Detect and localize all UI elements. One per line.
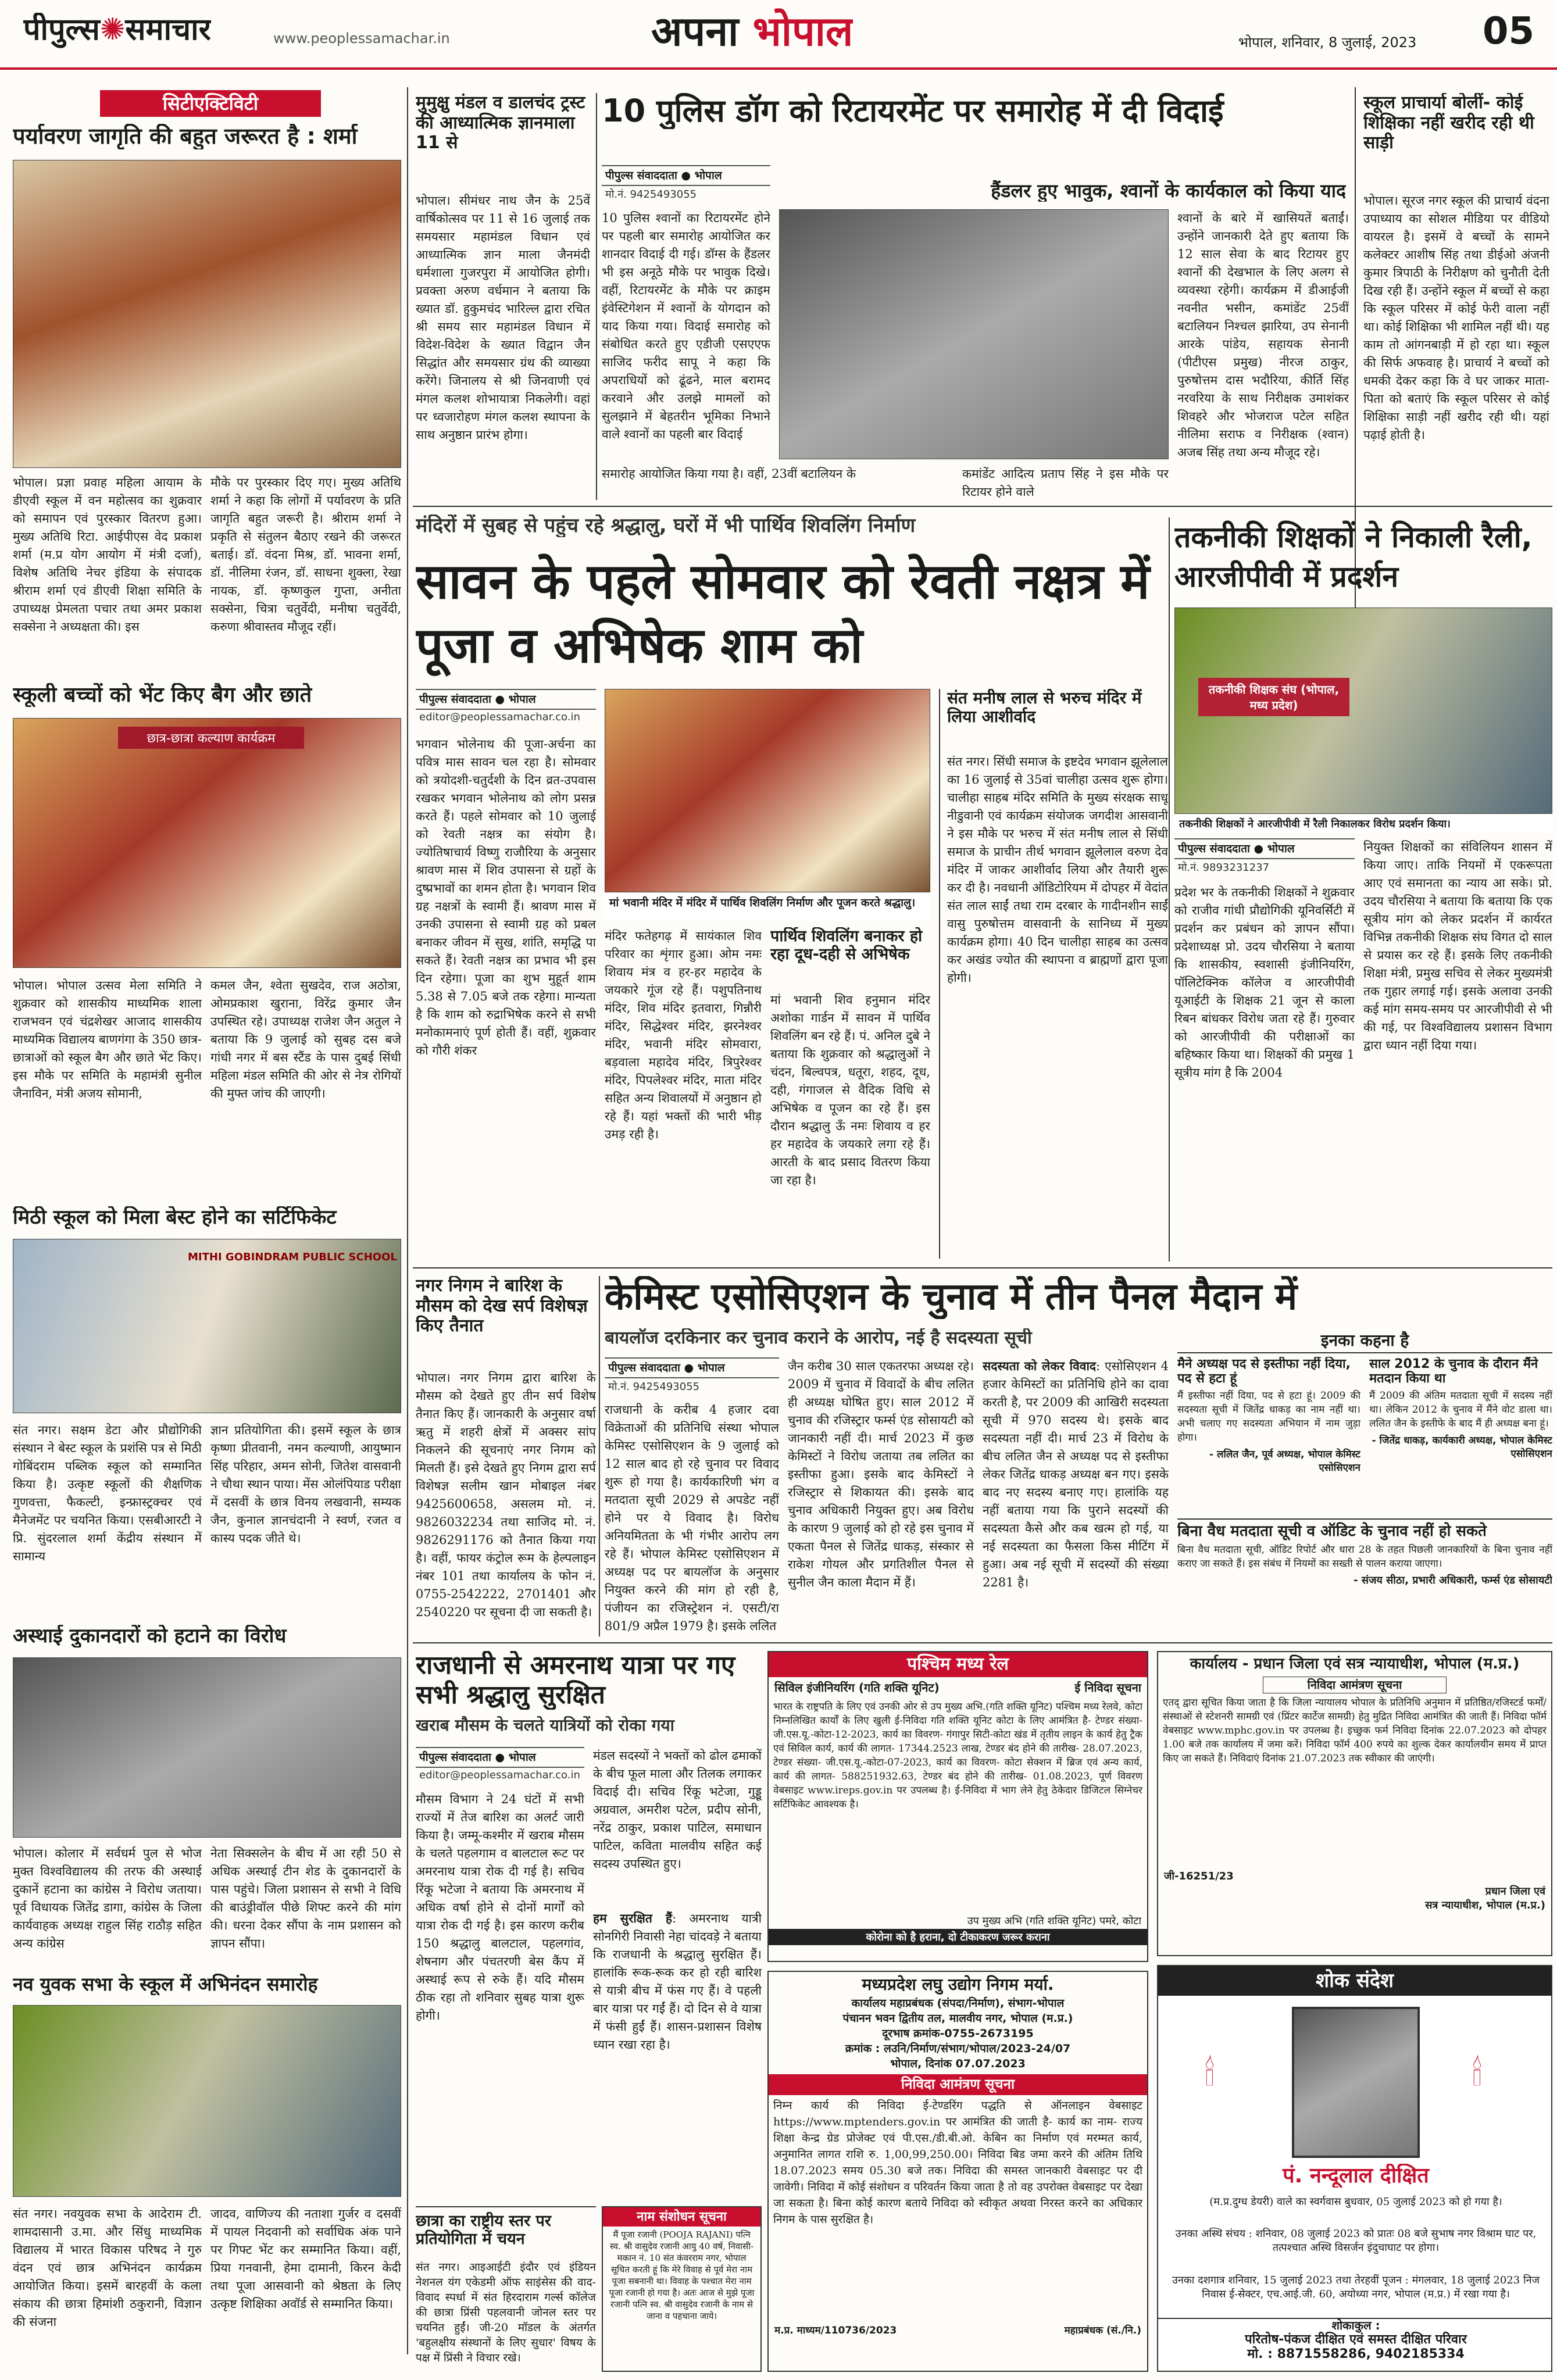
sawan-photo-caption: मां भवानी मंदिर में मंदिर में पार्थिव शिवलिंग निर्माण और पूजन करते श्रद्धालु। <box>605 894 930 921</box>
website: www.peoplessamachar.in <box>273 30 450 47</box>
rail-notice-slogan: कोरोना को है हराना, दो टीकाकरण जरूर कराना <box>769 1929 1147 1945</box>
candle-icon-right: 🕯 <box>1472 2053 1483 2094</box>
mumukshu-headline: मुमुक्षु मंडल व डालचंद ट्रस्ट की आध्यात्मिक ज्ञानमाला 11 से <box>416 93 585 153</box>
amarnath-text-a: मौसम विभाग ने 24 घंटों में सभी राज्यों में तेज बारिश का अलर्ट जारी किया है। जम्मू-कश्मीर में खराब मौसम के चलते पहलगाम व बालटाल रूट पर अमरनाथ यात्रा रोक दी गई है। सचिव रिंकू भटेजा ने बताया कि अमरनाथ में अधिक वर्षा होने से दोनों मार्गों को यात्रा रोक दी गई है। इस कारण करीब 150 श्रद्धालु बालटाल, पहलगांव, शेषनाग और पंचतरणी बेस कैंप में अस्थाई रूप से रुके हैं। यदि मौसम ठीक रहा तो शनिवार सुबह यात्रा शुरू होगी। <box>416 1792 584 2022</box>
bags-section <box>13 683 401 1195</box>
msme-footer-b: महाप्रबंधक (सं./नि.) <box>1064 2324 1141 2336</box>
court-notice-text: एतद् द्वारा सूचित किया जाता है कि जिला न्यायालय भोपाल के प्रतिनिधि अनुमान में प्रतिष्ठित/रजिस्टर्ड फर्मों/संस्थाओं से स्टेशनरी सामग्री एवं (प्रिंटर कार्टेज सामग्री) हेतु मुद्रित निविदा आमंत्रित की जाती हैं। निविदा फॉर्म वेबसाइट www.mphc.gov.in पर उपलब्ध है। इच्छुक फर्म निविदा दिनांक 22.07.2023 को दोपहर 1.00 बजे तक कार्यालय में जमा करें। निविदा फॉर्म 400 रुपये का शुल्क देकर कार्यालयीन समय में प्राप्त किए जा सकते हैं। निविदाएं दिनांक 21.07.2023 तक स्वीकार की जाएंगी। <box>1163 1696 1547 1764</box>
rail-notice-text: भारत के राष्ट्रपति के लिए एवं उनकी ओर से उप मुख्य अभि.(गति शक्ति यूनिट) पश्चिम मध्य रेलवे, कोटा निम्नलिखित कार्यों के लिए खुली ई-निविदा गति शक्ति यूनिट कोटा के लिए आमंत्रित है- टेण्डर संख्या- जी.एस.यू.-कोटा-12-2023, कार्य का विवरण- गंगापुर सिटी-कोटा खंड में तृतीय लाइन के कार्य हेतु ट्रैक एवं सिविल कार्य, कार्य की लागत- 17344.2523 लाख, टेण्डर बंद होने की तारीख- 28.07.2023, टेण्डर संख्या- जी.एस.यू.-कोटा-07-2023, कार्य का विवरण- कोटा सेक्शन में ब्रिज एवं अन्य कार्य, कार्य की लागत- 588251932.63, टेण्डर बंद होने की तारीख- 01.08.2023, पूर्ण विवरण वेबसाइट www.ireps.gov.in पर उपलब्ध है। ई-निविदा में भाग लेने हेतु ठेकेदार डिजिटल सिग्नेचर सर्टिफिकेट आवश्यक है। <box>773 1700 1142 1810</box>
msme-footer <box>769 2322 1147 2338</box>
amarnath-text-c: : अमरनाथ यात्री सोनगिरी निवासी नेहा चांदवड़े ने बताया कि राजधानी के श्रद्धालु सुरक्षित हैं। हालांकि रूक-रूक कर हो रही बारिश से यात्री बीच में फंस गए हैं। वे पहली बार यात्रा पर गईं हैं। दो दिन से वे यात्रा में फंसी हुईं हैं। शासन-प्रशासन विशेष ध्यान रखा रहा है। <box>593 1911 762 2052</box>
quote-3-text: बिना वैध मतदाता सूची, ऑडिट रिपोर्ट और धारा 28 के तहत पिछली जानकारियों के बिना चुनाव नहीं कराए जा सकते हैं। इस संबंध में नियमों का सख्ती से पालन कराया जाएगा। <box>1177 1543 1552 1570</box>
quote-card-2 <box>1369 1357 1552 1514</box>
msme-bar: निविदा आमंत्रण सूचना <box>769 2074 1147 2095</box>
certificate-text-b: ज्ञान प्रतियोगिता की। इसमें स्कूल के छात्र कृष्णा प्रीतवानी, नमन कल्याणी, आयुष्मान सिंह परिहार, अमन सोनी, जितेश वासवानी ने चौथा स्थान पाया। मेंस ओलंपियाड परीक्षा में दसवीं के छात्र विनय लखवानी, सम्यक जैन, कुनाल ज्ञानचंदानी ने स्वर्ण, रजत व कास्य पदक जीते थे। <box>210 1423 401 1545</box>
shops-section <box>13 1625 401 1962</box>
amarnath-sub: हम सुरक्षित हैं <box>593 1911 672 1925</box>
quote-2-by: - जितेंद्र धाकड़, कार्यकारी अध्यक्ष, भोपाल केमिस्ट एसोसिएशन <box>1372 1434 1552 1460</box>
city-activity-photo <box>13 160 401 468</box>
city-activity-headline: पर्यावरण जागृति की बहुत जरूरत है : शर्मा <box>13 124 358 149</box>
msme-line4: क्रमांक : लउनि/निर्माण/संभाग/भोपाल/2023-24/07 <box>845 2042 1071 2056</box>
police-dogs-section <box>602 93 1349 500</box>
logo-left: पीपुल्स <box>23 13 100 47</box>
court-notice-ref: जी-16251/23 <box>1164 1870 1234 1882</box>
condolence-portrait <box>1292 2007 1420 2158</box>
condolence-text-b: उनका अस्थि संचय : शनिवार, 08 जुलाई 2023 को प्रातः 08 बजे सुभाष नगर विश्राम घाट पर, तत्पश्चात अस्थि विसर्जन इंदुचाघाट पर होगा। <box>1175 2228 1537 2254</box>
city-activity-tag: सिटीएक्टिविटी <box>100 90 321 117</box>
police-dogs-headline: 10 पुलिस डॉग को रिटायरमेंट पर समारोह में दी विदाई <box>602 93 1224 129</box>
police-dogs-mobile: मो.नं. 9425493055 <box>605 188 697 201</box>
msme-footer-a: म.प्र. माध्यम/110736/2023 <box>774 2324 897 2336</box>
chemist-box-title: इनका कहना है <box>1177 1331 1552 1353</box>
police-dogs-byline: पीपुल्स संवाददाता ● भोपाल <box>602 165 770 186</box>
msme-text: निम्न कार्य की निविदा ई-टेण्डरिंग पद्धति से ऑनलाइन वेबसाइट https://www.mptenders.gov.in पर आमंत्रित की जाती है- कार्य का नाम- राज्य शिक्षा केन्द्र ग्रेड प्रोजेक्ट एवं पी.एस./डी.बी.ओ. केबिन का निर्माण एवं मरम्मत कार्य, अनुमानित लागत राशि रु. 1,00,99,250.00। निविदा बिड जमा करने की अंतिम तिथि 18.07.2023 समय 05.30 बजे तक। निविदा की समस्त जानकारी वेबसाइट पर दी जावेगी। निविदा में कोई संशोधन व परिवर्तन किया जाता है तो वह उपरोक्त वेबसाइट पर देखा जा सकता है। बिना कोई कारण बताये निविदा को स्वीकृत अथवा निरस्त करने का अधिकार निगम के पास सुरक्षित है। <box>773 2099 1142 2226</box>
student-text: संत नगर। आइआईटी इंदौर एवं इंडियन नेशनल यंग एकेडमी ऑफ साइंसेस की वाद-विवाद स्पर्धा में संत हिरदाराम गर्ल्स कॉलेज की छात्रा प्रिंसी पहलवानी जोनल स्तर पर चयनित हुईं। जी-20 मॉडल के अंतर्गत 'बहुलक्षीय संस्थानों के लिए सुधार' विषय के पक्ष में प्रिंसी ने विचार रखे। <box>416 2261 596 2364</box>
chemist-byline: पीपुल्स संवाददाता ● भोपाल <box>605 1357 779 1378</box>
quote-1-text: मैं इस्तीफा नहीं दिया, पद से हटा हूं। 2009 की सदस्यता सूची में जितेंद्र धाकड़ का नाम नहीं था। अभी चलाए गए सदस्यता अभियान में नाम जुड़ा होगा। <box>1177 1389 1360 1443</box>
police-dogs-subhead: हैंडलर हुए भावुक, श्वानों के कार्यकाल को किया याद <box>991 180 1346 202</box>
rail-notice-footer: उप मुख्य अभि (गति शक्ति यूनिट) पमरे, कोटा <box>967 1914 1141 1927</box>
candle-icon-left: 🕯 <box>1205 2053 1215 2094</box>
masthead <box>0 0 1557 70</box>
logo-star-icon: ✺ <box>99 13 126 47</box>
principal-headline: स्कूल प्राचार्या बोलीं- कोई शिक्षिका नहीं खरीद रही थी साड़ी <box>1363 93 1534 153</box>
quote-3-by: - संजय सीठा, प्रभारी अधिकारी, फर्म्स एंड सोसायटी <box>1354 1574 1552 1586</box>
sant-manish-headline: संत मनीष लाल से भरुच मंदिर में लिया आशीर्वाद <box>947 689 1142 727</box>
bags-text-b: कमल जैन, श्वेता सुखदेव, राज अठोत्रा, ओमप्रकाश खुराना, विरेंद्र कुमार जैन उपस्थित रहे। उपाध्यक्ष राजेश जैन अतुल ने बताया कि 9 जुलाई को सुबह दस बजे गांधी नगर में बस स्टैंड के पास दुबई सिंधी महिला मंडल समिति की ओर से नेत्र रोगियों की मुफ्त जांच की जाएगी। <box>210 978 401 1100</box>
name-change-text: मैं पूजा रजानी (POOJA RAJANI) पत्नि स्व. श्री वासुदेव रजानी आयु 40 वर्ष, निवासी-मकान नं. 10 संत कंवरराम नगर, भोपाल सूचित करती हूं कि मेरे विवाह से पूर्व मेरा नाम पूजा सबनानी था। विवाह के पश्चात मेरा नाम पूजा रजानी हो गया है। अतः आज से मुझे पूजा रजानी पत्नि स्व. श्री वासुदेव रजानी के नाम से जाना व पहचाना जाये। <box>609 2229 755 2322</box>
sawan-kicker: मंदिरों में सुबह से पहुंच रहे श्रद्धालु, घरों में भी पार्थिव शिवलिंग निर्माण <box>416 514 916 537</box>
msme-notice <box>767 1971 1148 2372</box>
youth-headline: नव युवक सभा के स्कूल में अभिनंदन समारोह <box>13 1974 318 1995</box>
sawan-text-a: भगवान भोलेनाथ की पूजा-अर्चना का पवित्र मास सावन चल रहा है। सोमवार को त्रयोदशी-चतुर्दशी के दिन व्रत-उपवास रखकर भगवान भोलेनाथ को लोग प्रसन्न करते हैं। पहले सोमवार को 10 जुलाई को रेवती नक्षत्र का संयोग है। ज्योतिषाचार्य विष्णु राजौरिया के अनुसार श्रावण मास में शिव उपासना से ग्रहों के दुष्प्रभावों का शमन होता है। भगवान शिव ग्रह नक्षत्रों के स्वामी हैं। श्रावण मास में उनकी उपासना से स्वामी ग्रह को प्रबल बनाकर जीवन में सुख, शांति, समृद्धि पा सकते हैं। रेवती नक्षत्र का प्रभाव भी इस दिन रहेगा। पूजा का शुभ मुहूर्त शाम 5.38 से 7.05 बजे तक रहेगा। मान्यता है कि शाम को रुद्राभिषेक करने से सभी मनोकामनाएं पूर्ण होती हैं। वहीं, शुक्रवार को गौरी शंकर <box>416 737 596 1057</box>
section-rule <box>413 1642 1552 1643</box>
principal-section <box>1363 93 1549 500</box>
sant-manish-box <box>939 689 1169 1259</box>
bags-text-a: भोपाल। भोपाल उत्सव मेला समिति ने शुक्रवार को शासकीय माध्यमिक शाला राजभवन एवं चंद्रशेखर आजाद शासकीय माध्यमिक विद्यालय बाणगंगा के 350 छात्र-छात्राओं को स्कूल बैग और छाते भेंट किए। इस मौके पर समिति के महामंत्री सुनील जैनाविन, मंत्री अजय सोमानी, <box>13 978 202 1100</box>
certificate-headline: मिठी स्कूल को मिला बेस्ट होने का सर्टिफिकेट <box>13 1206 337 1229</box>
rail-notice-title: पश्चिम मध्य रेल <box>769 1652 1147 1677</box>
technical-photo <box>1174 607 1552 814</box>
condolence-footer-b: मो. : 8871558286, 9402185334 <box>1247 2347 1465 2362</box>
name-change-title: नाम संशोधन सूचना <box>603 2207 760 2227</box>
court-notice <box>1157 1651 1552 1956</box>
chemist-headline: केमिस्ट एसोसिएशन के चुनाव में तीन पैनल मैदान में <box>605 1276 1298 1318</box>
city-activity-text-b: मौके पर पुरस्कार दिए गए। मुख्य अतिथि शर्मा ने कहा कि लोगों में पर्यावरण के प्रति जागृति बहुत जरूरी है। श्रीराम शर्मा ने प्रकृति से संतुलन बैठाए रखने की जरूरत बताई। डॉ. वंदना मिश्र, डॉ. भावना शर्मा, डॉ. नीलिमा रंजन, डॉ. साधना शुक्ला, रेखा नायक, डॉ. कृष्णकुल गुप्ता, अनीता सक्सेना, चित्रा चतुर्वेदी, मनीषा चतुर्वेदी, करुणा श्रीवास्तव मौजूद रहीं। <box>210 476 401 634</box>
rail-notice-subtitles <box>769 1677 1147 1698</box>
rail-notice-subtitle-a: सिविल इंजीनियरिंग (गति शक्ति यूनिट) <box>774 1680 940 1695</box>
mumukshu-section <box>416 93 590 500</box>
amarnath-headline: राजधानी से अमरनाथ यात्रा पर गए सभी श्रद्धालु सुरक्षित <box>416 1651 735 1710</box>
chemist-subhead: बायलॉज दरकिनार कर चुनाव कराने के आरोप, नई है सदस्यता सूची <box>605 1328 1032 1348</box>
amarnath-email: editor@peoplessamachar.co.in <box>419 1769 580 1781</box>
court-notice-subtitle: निविदा आमंत्रण सूचना <box>1263 1677 1447 1693</box>
certificate-text-a: संत नगर। सक्षम डेटा और प्रौद्योगिकी संस्थान ने बेस्ट स्कूल के प्रशंसि पत्र से मिठी गोबिंदराम पब्लिक स्कूल को सम्मानित किया है। उत्कृष्ट स्कूलों की शैक्षणिक गुणवत्ता, फैकल्टी, इन्फ्रास्ट्रक्चर एवं मैनेजमेंट पर चयनित किया। एसबीआरटी ने प्रि. सुंदरलाल शर्मा केंद्रीय संस्थान में सामान्य <box>13 1423 202 1563</box>
principal-text: भोपाल। सूरज नगर स्कूल की प्राचार्य वंदना उपाध्याय का सोशल मीडिया पर वीडियो वायरल है। इसमें वे बच्चों के सामने कलेक्टर आशीष सिंह तथा डीईओ अंजनी कुमार त्रिपाठी के निरीक्षण को चुनौती देती दिख रही हैं। उन्होंने स्कूल में बच्चों से कहा कि स्कूल परिसर में कोई फेरी वाला नहीं था। कोई शिक्षिका भी शामिल नहीं थी। यह काम तो आंगनबाड़ी में हो रहा था। स्कूल की सिर्फ अफवाह है। प्राचार्य ने बच्चों को धमकी देकर कहा कि वे घर जाकर माता-पिता को बताएं कि स्कूल परिसर से कोई शिक्षिका साड़ी नहीं खरीद रही थी। यहां पढ़ाई होती है। <box>1363 194 1549 442</box>
mumukshu-text: भोपाल। सीमंधर नाथ जैन के 25वें वार्षिकोत्सव पर 11 से 16 जुलाई तक समयसार महामंडल विधान एवं आध्यात्मिक ज्ञान माला जैनमंदी धर्मशाला गुजरपुरा में आयोजित होगी। प्रवक्ता अरुण वर्धमान ने बताया कि ख्यात डॉ. हुकुमचंद भारिल्ल द्वारा रचित श्री समय सार महामंडल विधान में विदेश-विदेश के ख्यात विद्वान जैन सिद्धांत और समयसार ग्रंथ की व्याख्या करेंगे। जिनालय से श्री जिनवाणी एवं मंगल कलश शोभायात्रा निकलेगी। वहां पर ध्वजारोहण मंगल कलश स्थापना के साथ अनुष्ठान प्रारंभ होगा। <box>416 194 590 442</box>
msme-line1: कार्यालय महाप्रबंधक (संपदा/निर्माण), संभाग-भोपाल <box>851 1997 1065 2010</box>
dateline: भोपाल, शनिवार, 8 जुलाई, 2023 <box>1238 34 1417 51</box>
condolence-text-c: उनका दशगात्र शनिवार, 15 जुलाई 2023 तथा तेरहवीं पूजन : मंगलवार, 18 जुलाई 2023 निज निवास ई-सेक्टर, एच.आई.जी. 60, अयोध्या नगर, भोपाल (म.प्र.) में रखा गया है। <box>1172 2274 1540 2300</box>
condolence-title: शोक संदेश <box>1158 1966 1551 1996</box>
rail-notice-subtitle-b: ई निविदा सूचना <box>1074 1680 1141 1695</box>
quote-card-1 <box>1177 1357 1360 1514</box>
nagar-nigam-text: भोपाल। नगर निगम द्वारा बारिश के मौसम को देखते हुए तीन सर्प विशेष तैनात किए हैं। जानकारी के अनुसार वर्षा ऋतु में शहरी क्षेत्रों में अक्सर सांप निकलने की सूचनाएं नगर निगम को मिलती हैं। इसे देखते हुए निगम द्वारा सर्प विशेषज्ञ सलीम खान मोबाइल नंबर 9425600658, असलम मो. नं. 9826032234 तथा साजिद मो. नं. 9826291176 को तैनात किया गया है। वहीं, फायर कंट्रोल रूम के हेल्पलाइन नंबर 101 तथा कार्यालय के फोन नं. 0755-2542222, 2701401 और 2540220 पर सूचना दी जा सकती है। <box>416 1371 596 1619</box>
section-title-b: भोपाल <box>752 8 854 55</box>
court-notice-sign-b: सत्र न्यायाधीश, भोपाल (म.प्र.) <box>1425 1899 1545 1911</box>
quote-1-title: मैने अध्यक्ष पद से इस्तीफा नहीं दिया, पद से हटा हूं <box>1177 1357 1351 1386</box>
condolence-name: पं. नन्दूलाल दीक्षित <box>1283 2164 1429 2188</box>
amarnath-section <box>416 1651 762 2197</box>
shops-photo <box>13 1657 401 1838</box>
chemist-text-b: जैन करीब 30 साल एकतरफा अध्यक्ष रहे। 2009 में चुनाव में विवादों के बीच ललित ही अध्यक्ष घोषित हुए। साल 2012 में चुनाव की रजिस्ट्रार फर्म्स एंड सोसायटी को जानकारी नहीं दी। मार्च 2023 में कुछ केमिस्टों ने विरोध जताया तब ललित का इस्तीफा हुआ। इसके बाद केमिस्टों ने रजिस्ट्रार से शिकायत की। इसके बाद चुनाव अधिकारी नियुक्त हुए। अब विरोध के कारण 9 जुलाई को हो रहे इस चुनाव में एकता पैनल से जितेंद्र धाकड़, संस्कार से राकेश गोयल और प्रगतिशील पैनल से सुनील जैन काला मैदान में हैं। <box>788 1359 974 1589</box>
youth-section <box>13 1974 401 2375</box>
column-rule <box>596 93 597 500</box>
quote-2-title: साल 2012 के चुनाव के दौरान मैंने मतदान किया था <box>1369 1357 1538 1386</box>
condolence-footer-a: परितोष-पंकज दीक्षित एवं समस्त दीक्षित परिवार <box>1245 2332 1467 2347</box>
sawan-subhead: पार्थिव शिवलिंग बनाकर हो रहा दूध-दही से अभिषेक <box>770 927 923 964</box>
chemist-sub-a: सदस्यता को लेकर विवाद <box>983 1359 1097 1373</box>
technical-headline: तकनीकी शिक्षकों ने निकाली रैली, आरजीपीवी में प्रदर्शन <box>1174 520 1533 594</box>
name-change-notice <box>602 2206 762 2372</box>
condolence-notice <box>1157 1965 1552 2372</box>
police-dogs-text-d: श्वानों के बारे में खासियतें बताईं। उन्होंने जानकारी देते हुए बताया कि 12 साल सेवा के बाद रिटायर हुए श्वानों की देखभाल के लिए अलग से व्यवस्था रहेगी। कार्यक्रम में डीआईजी नवनीत भसीन, कमांडेंट 25वीं बटालियन निश्चल झारिया, उप सेनानी आरके पांडेय, सहायक सेनानी (पीटीएस प्रमुख) नीरज ठाकुर, पुरुषोत्तम दास भदौरिया, कीर्ति सिंह नरवरिया के साथ निरीक्षक उमाशंकर शिवहरे और भोजराज पटेल सहित नीलिमा सराफ व निरीक्षक (श्वान) अजब सिंह तथा अन्य मौजूद रहे। <box>1177 211 1349 459</box>
technical-caption: तकनीकी शिक्षकों ने आरजीपीवी में रैली निकालकर विरोध प्रदर्शन किया। <box>1174 815 1552 832</box>
rail-notice <box>767 1651 1148 1962</box>
certificate-section <box>13 1206 401 1613</box>
sawan-section <box>416 514 1172 1262</box>
logo <box>23 13 211 53</box>
nagar-nigam-headline: नगर निगम ने बारिश के मौसम को देख सर्प विशेषज्ञ किए तैनात <box>416 1276 588 1336</box>
technical-section <box>1174 517 1552 1262</box>
quote-1-by: - ललित जैन, पूर्व अध्यक्ष, भोपाल केमिस्ट एसोसिएशन <box>1209 1448 1360 1474</box>
chemist-text-c-wrap <box>983 1357 1169 1636</box>
amarnath-text-c-wrap <box>593 1910 762 2116</box>
msme-line3: दूरभाष क्रमांक-0755-2673195 <box>882 2027 1034 2040</box>
column-rule <box>1169 517 1170 1262</box>
technical-text-a: प्रदेश भर के तकनीकी शिक्षकों ने शुक्रवार को राजीव गांधी प्रौद्योगिकी यूनिवर्सिटी में प्रदर्शन कर प्रबंधन को ज्ञापन सौंपा। प्रदेशाध्यक्ष प्रो. उदय चौरसिया ने बताया कि शासकीय, स्वशासी इंजीनियरिंग, पॉलिटेक्निक कॉलेज व आरजीपीवी यूआईटी के शिक्षक 21 जून से काला रिबन बांधकर विरोध जता रहे हैं। गुरुवार को आरजीपीवी की परीक्षाओं का बहिष्कार किया था। शिक्षकों की प्रमुख 1 सूत्रीय मांग है कि 2004 <box>1174 885 1355 1080</box>
shops-text-a: भोपाल। कोलार में सर्वधर्म पुल से भोज मुक्त विश्वविद्यालय की तरफ की अस्थाई दुकानें हटाना का कांग्रेस ने विरोध जताया। पूर्व विधायक जितेंद्र डागा, कांग्रेस के जिला कार्यवाहक अध्यक्ष राहुल सिंह राठौड़ सहित अन्य कांग्रेस <box>13 1846 202 1950</box>
technical-banner: तकनीकी शिक्षक संघ (भोपाल, मध्य प्रदेश) <box>1198 678 1349 716</box>
shops-headline: अस्थाई दुकानदारों को हटाने का विरोध <box>13 1625 287 1648</box>
sawan-text-c: मां भवानी शिव हनुमान मंदिर अशोका गार्डन में सावन में पार्थिव शिवलिंग बन रहे हैं। पं. अनिल दुबे ने बताया कि शुक्रवार को श्रद्धालुओं ने चंदन, बिल्वपत्र, धतूरा, शहद, दूध, दही, गंगाजल से वैदिक विधि से अभिषेक व पूजन का रहे हैं। इस दौरान श्रद्धालु ऊँ नमः शिवाय व हर हर महादेव के जयकारे लगा रहे हैं। आरती के बाद प्रसाद वितरण किया जा रहा है। <box>770 993 930 1187</box>
condolence-text-a: (म.प्र.दुग्ध डेयरी) वाले का स्वर्गवास बुधवार, 05 जुलाई 2023 को हो गया है। <box>1209 2196 1502 2208</box>
amarnath-byline: पीपुल्स संवाददाता ● भोपाल <box>416 1747 584 1768</box>
column-rule <box>407 87 408 2354</box>
amarnath-subhead: खराब मौसम के चलते यात्रियों को रोका गया <box>416 1716 674 1735</box>
condolence-footer-title: शोकाकुल : <box>1331 2318 1380 2332</box>
chemist-text-c: : एसोसिएशन 4 हजार केमिस्टों का प्रतिनिधि होने का दावा करती है, पर 2009 की आखिरी सदस्यता सूची में 970 सदस्य थे। इसके बाद सदस्यता नहीं दी। मार्च 23 में विरोध के बीच ललित जैन से अध्यक्ष पद से इस्तीफा लेकर जितेंद्र धाकड़ अध्यक्ष बन गए। इसके बाद नए सदस्य बनाए गए। हालांकि यह नहीं बताया गया कि पुराने सदस्यों की सदस्यता कैसे और कब खत्म हो गई, या नई सदस्यता का फैसला किस मीटिंग में हुआ। अब नई सूची में सदस्यों की संख्या 2281 है। <box>983 1359 1169 1589</box>
page-number: 05 <box>1483 10 1535 53</box>
technical-byline: पीपुल्स संवाददाता ● भोपाल <box>1174 838 1355 859</box>
student-headline: छात्रा का राष्ट्रीय स्तर पर प्रतियोगिता में चयन <box>416 2212 551 2249</box>
technical-mobile: मो.नं. 9893231237 <box>1178 862 1270 874</box>
section-title-a: अपना <box>651 8 739 55</box>
police-dogs-text-b: समारोह आयोजित किया गया है। वहीं, 23वीं बटालियन के <box>602 467 856 481</box>
bags-banner: छात्र-छात्रा कल्याण कार्यक्रम <box>118 727 304 749</box>
nagar-nigam-section <box>416 1276 596 1636</box>
police-dogs-text-a: 10 पुलिस श्वानों का रिटायरमेंट होने पर पहली बार समारोह आयोजित कर शानदार विदाई दी गई। डॉग्स के हैंडलर भी इस अनूठे मौके पर भावुक दिखे। वहीं, रिटायरमेंट के मौके पर क्राइम इंवेस्टिगेशन में श्वानों के योगदान को याद किया गया। विदाई समारोह को संबोधित करते हुए एडीजी एसएएफ साजिद फरीद सापू ने कहा कि अपराधियों को ढूंढने, माल बरामद करवाने और उलझे मामलों को सुलझाने में बेहतरीन भूमिका निभाने वाले श्वानों का पहली बार विदाई <box>602 211 770 441</box>
sant-manish-text: संत नगर। सिंधी समाज के इष्टदेव भगवान झूलेलाल का 16 जुलाई से 35वां चालीहा उत्सव शुरू होगा। चालीहा साहब मंदिर समिति के मुख्य संरक्षक साधू नीडुवानी एवं कार्यक्रम संयोजक जगदीश आसवानी ने इस मौके पर भरुच में संत मनीष लाल से सिंधी समाज के प्राचीन तीर्थ भगवान झूलेलाल वरुण देव मंदिर में जाकर आशीर्वाद लिया और तैयारी शुरू कर दी है। नवधानी ऑडिटोरियम में दोपहर में वेदांत संत लाल साईं तथा राम दरबार के गादीनशीन साईं वासु पुरुषोत्तम वासवानी के सानिध्य में मुख्य कार्यक्रम होगा। 40 दिन चालीहा साहब का उत्सव कर अखंड ज्योत की स्थापना व ब्राह्मणों द्वारा पूजा होगी। <box>947 755 1168 985</box>
police-dogs-text-c: कमांडेंट आदित्य प्रताप सिंह ने इस मौके पर रिटायर होने वाले <box>962 467 1169 499</box>
section-rule <box>413 506 1552 507</box>
youth-text-b: जादव, वाणिज्य की नताशा गुर्जर व दसवीं में पायल निदवानी को सर्वाधिक अंक पाने पर गिफ्ट भेंट कर सम्मानित किया। वहीं, प्रिया गनवानी, हेमा दामानी, किरन केदी तथा पूजा आसवानी को श्रेष्ठता के लिए उत्कृष्ट शिक्षिका अवॉर्ड से सम्मानित किया। <box>210 2207 401 2311</box>
sawan-headline: सावन के पहले सोमवार को रेवती नक्षत्र में पूजा व अभिषेक शाम को <box>416 553 1150 674</box>
shops-text-b: नेता सिक्सलेन के बीच में आ रही 50 से अधिक अस्थाई टीन शेड के दुकानदारों के पास पहुंचे। जिला प्रशासन से सभी ने विधि की बाउंड्रीवॉल पीछे शिफ्ट करने की मांग की। धरना देकर सौंपा के नाम प्रशासन को ज्ञापन सौंपा। <box>210 1846 401 1950</box>
quote-3-title: बिना वैध मतदाता सूची व ऑडिट के चुनाव नहीं हो सकते <box>1177 1523 1487 1540</box>
bags-photo <box>13 718 401 968</box>
chemist-quotes-box <box>1177 1331 1552 1636</box>
police-dogs-photo <box>779 209 1169 459</box>
certificate-banner: MITHI GOBINDRAM PUBLIC SCHOOL <box>188 1251 397 1263</box>
condolence-footer <box>1158 2318 1552 2372</box>
sawan-text-b: मंदिर फतेहगढ़ में सायंकाल शिव परिवार का शृंगार हुआ। ओम नमः शिवाय मंत्र व हर-हर महादेव के जयकारे गूंज रहे हैं। पशुपतिनाथ मंदिर, शिव मंदिर इतवारा, गिन्नौरी मंदिर, सिद्धेश्वर मंदिर, झरनेश्वर मंदिर, भवानी मंदिर सोमवारा, बड़वाला महादेव मंदिर, त्रिपुरेश्वर मंदिर, पिपलेश्वर मंदिर, माता मंदिर सहित अन्य शिवालयों में अनुष्ठान हो रहे हैं। यहां भक्तों की भारी भीड़ उमड़ रही है। <box>605 929 762 1141</box>
section-title <box>651 8 853 55</box>
msme-title: मध्यप्रदेश लघु उद्योग निगम मर्या. <box>862 1975 1054 1994</box>
chemist-section <box>605 1276 1552 1636</box>
amarnath-text-b: मंडल सदस्यों ने भक्तों को ढोल ढमाकों के बीच फूल माला और तिलक लगाकर विदाई दी। सचिव रिंकू भटेजा, गुड्डू अग्रवाल, अमरीश पटेल, प्रदीप सोनी, नरेंद्र ठाकुर, प्रकाश पाटिल, समाधान पाटिल, कविता मालवीय सहित कई सदस्य उपस्थित हुए। <box>593 1749 762 1871</box>
sawan-byline: पीपुल्स संवाददाता ● भोपाल <box>416 689 596 710</box>
quote-2-text: मैं 2009 की अंतिम मतदाता सूची में सदस्य नहीं था। लेकिन 2012 के चुनाव में मैंने वोट डाला था। ललित जैन के इस्तीफे के बाद मैं ही अध्यक्ष बना हूं। <box>1369 1389 1552 1430</box>
youth-text-a: संत नगर। नवयुवक सभा के आदेराम टी. शामदासानी उ.मा. और सिंधु माध्यमिक विद्यालय में भारत विकास परिषद ने गुरु वंदन एवं छात्र अभिनंदन कार्यक्रम आयोजित किया। इसमें बारहवीं के कला संकाय की छात्रा हिमांशी ठकुरानी, विज्ञान की संजना <box>13 2207 202 2329</box>
student-section <box>416 2206 596 2375</box>
court-notice-sign-a: प्रधान जिला एवं <box>1485 1885 1545 1897</box>
sawan-email: editor@peoplessamachar.co.in <box>419 711 580 723</box>
bags-headline: स्कूली बच्चों को भेंट किए बैग और छाते <box>13 683 312 707</box>
certificate-photo <box>13 1239 401 1413</box>
technical-text-b: नियुक्त शिक्षकों का संविलियन शासन में किया जाए। ताकि नियमों में एकरूपता आए एवं समानता का न्याय आ सके। प्रो. उदय चौरसिया ने बताया कि बताया कि एक सूत्रीय मांग को लेकर प्रदर्शन में कार्यरत विभिन्न तकनीकी शिक्षक संघ विगत दो साल से प्रयास कर रहे हैं। इसके लिए तकनीकी शिक्षा मंत्री, प्रमुख सचिव से लेकर मुख्यमंत्री तक गुहार लगाई गई। इसके अलावा उनकी कई मांग समय-समय पर आरजीपीवी से भी की गई, पर विश्वविद्यालय प्रशासन विभाग द्वारा ध्यान नहीं दिया गया। <box>1363 840 1552 1052</box>
city-activity-text-a: भोपाल। प्रज्ञा प्रवाह महिला आयाम के डीएवी स्कूल में वन महोत्सव का शुक्रवार को समापन एवं पुरस्कार वितरण हुआ। मुख्य अतिथि रिटा. आईपीएस वेद प्रकाश शर्मा (म.प्र योग आयोग में मंत्री दर्जा), विशेष अतिथि नेचर इंडिया के संपादक श्रीराम शर्मा एवं डीएवी शिक्षा समिति के उपाध्यक्ष प्रेमलता पचार तथा अमर प्रकाश सक्सेना ने अध्यक्षता की। इस <box>13 476 202 634</box>
city-activity-section <box>13 90 401 671</box>
chemist-text-a: राजधानी के करीब 4 हजार दवा विक्रेताओं की प्रतिनिधि संस्था भोपाल केमिस्ट एसोसिएशन के 9 जुलाई को 12 साल बाद हो रहे चुनाव पर विवाद शुरू हो गया है। कार्यकारिणी भंग व मतदाता सूची 2029 से अपडेट नहीं होने पर ये विवाद है। विरोध अनियमितता के भी गंभीर आरोप लग रहे हैं। भोपाल केमिस्ट एसोसिएशन में अध्यक्ष पद पर बायलॉज के अनुसार नियुक्त करने की मांग हो रही है, पंजीयन का रजिस्ट्रेशन नं. एसटी/रा 801/9 अप्रैल 1979 है। इसके ललित <box>605 1403 779 1633</box>
court-notice-title: कार्यालय - प्रधान जिला एवं सत्र न्यायाधीश, भोपाल (म.प्र.) <box>1190 1655 1520 1673</box>
quote-card-3 <box>1177 1518 1552 1635</box>
column-rule <box>599 1276 600 1636</box>
chemist-mobile: मो.नं. 9425493055 <box>608 1381 700 1393</box>
logo-right: समाचार <box>125 13 211 47</box>
sawan-photo <box>605 689 930 892</box>
youth-photo <box>13 2005 401 2197</box>
msme-line5: भोपाल, दिनांक 07.07.2023 <box>890 2057 1026 2071</box>
section-rule <box>413 1267 1552 1268</box>
msme-line2: पंचानन भवन द्वितीय तल, मालवीय नगर, भोपाल (म.प्र.) <box>842 2012 1073 2025</box>
